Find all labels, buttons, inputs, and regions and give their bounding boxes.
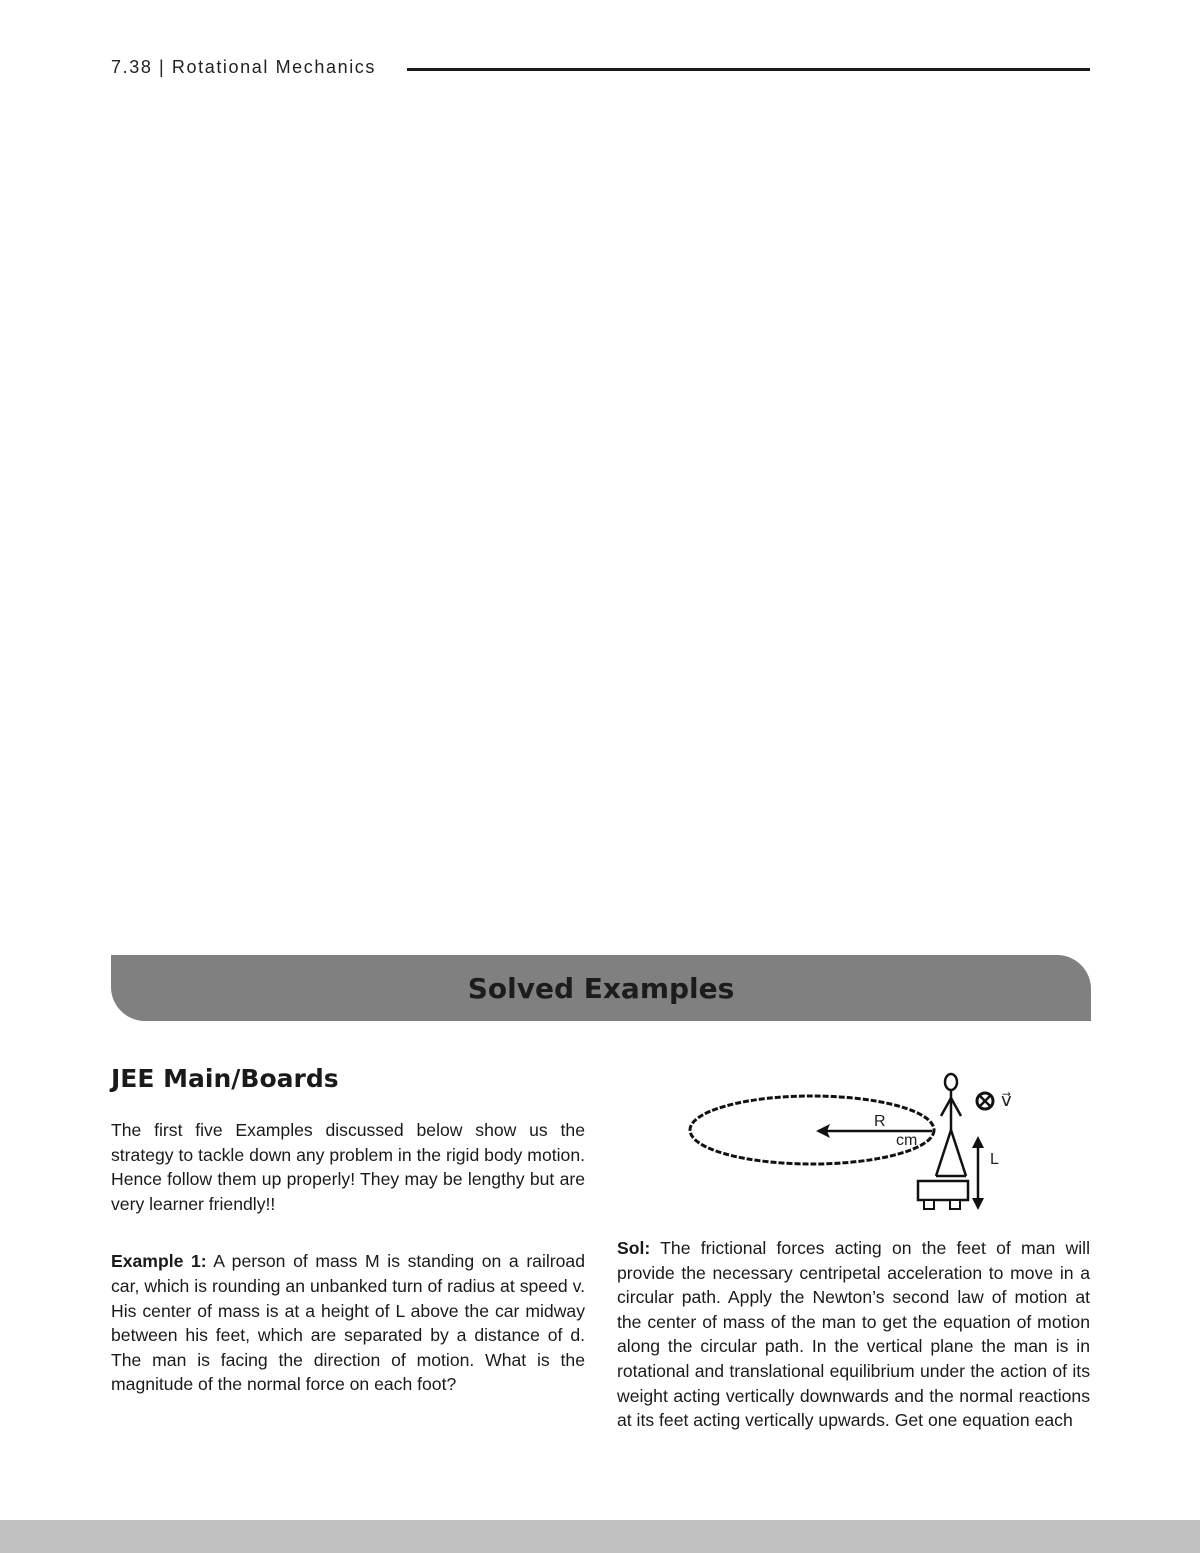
- section-heading: JEE Main/Boards: [111, 1064, 339, 1093]
- header-rule: [407, 68, 1090, 71]
- banner-title: Solved Examples: [467, 971, 735, 1005]
- label-cm: cm: [896, 1132, 918, 1149]
- example-text: A person of mass M is standing on a railroad car, which is rounding an unbanked turn of radius at speed v. His center of mass is at a height of L above the car midway between his feet, which are separated by a distance of d. The man is facing the direction of motion. What is the magnitude of the normal force on each foot?: [111, 1251, 585, 1395]
- example-label: Example 1:: [111, 1251, 207, 1272]
- railroad-car: [918, 1181, 968, 1200]
- person-right-arm: [951, 1098, 961, 1116]
- sol-label: Sol:: [617, 1238, 651, 1258]
- label-l: L: [990, 1151, 999, 1168]
- label-r: R: [874, 1113, 886, 1130]
- intro-paragraph: The first five Examples discussed below show us the strategy to tackle down any problem in the rigid body motion. Hence follow them up properly! They may be lengthy but are very learner friendly!!: [111, 1120, 585, 1214]
- car-wheel-right: [950, 1200, 960, 1209]
- running-header: [111, 56, 1090, 82]
- car-wheel-left: [924, 1200, 934, 1209]
- section-banner: [111, 955, 1091, 1021]
- person-head: [945, 1074, 957, 1090]
- height-arrow-top: [972, 1136, 984, 1148]
- solution-paragraph: [617, 1236, 1090, 1433]
- header-text: 7.38 | Rotational Mechanics: [111, 57, 377, 77]
- person-left-arm: [941, 1098, 951, 1116]
- left-column: [111, 1064, 585, 1397]
- right-column: [617, 1236, 1090, 1433]
- person-left-leg: [936, 1130, 951, 1176]
- figure-svg: [680, 1068, 1040, 1218]
- footer-band: [0, 1520, 1200, 1553]
- label-v: v⃗: [1001, 1090, 1012, 1110]
- person-right-leg: [951, 1130, 966, 1176]
- sol-text: The frictional forces acting on the feet of man will provide the necessary centripetal acceleration to move in a circular path. Apply the Newton’s second law of motion at the center of mass of the man to get the equation of motion along the circular path. In the vertical plane the man is in rotational and translational equilibrium under the action of its weight acting vertically downwards and the normal reactions at its feet acting vertically upwards. Get one equation each: [617, 1238, 1090, 1431]
- example-1-paragraph: [111, 1249, 585, 1397]
- into-page-icon: [977, 1093, 993, 1109]
- height-arrow-bottom: [972, 1198, 984, 1210]
- person-figure: [936, 1074, 966, 1176]
- railroad-figure: [680, 1068, 1040, 1218]
